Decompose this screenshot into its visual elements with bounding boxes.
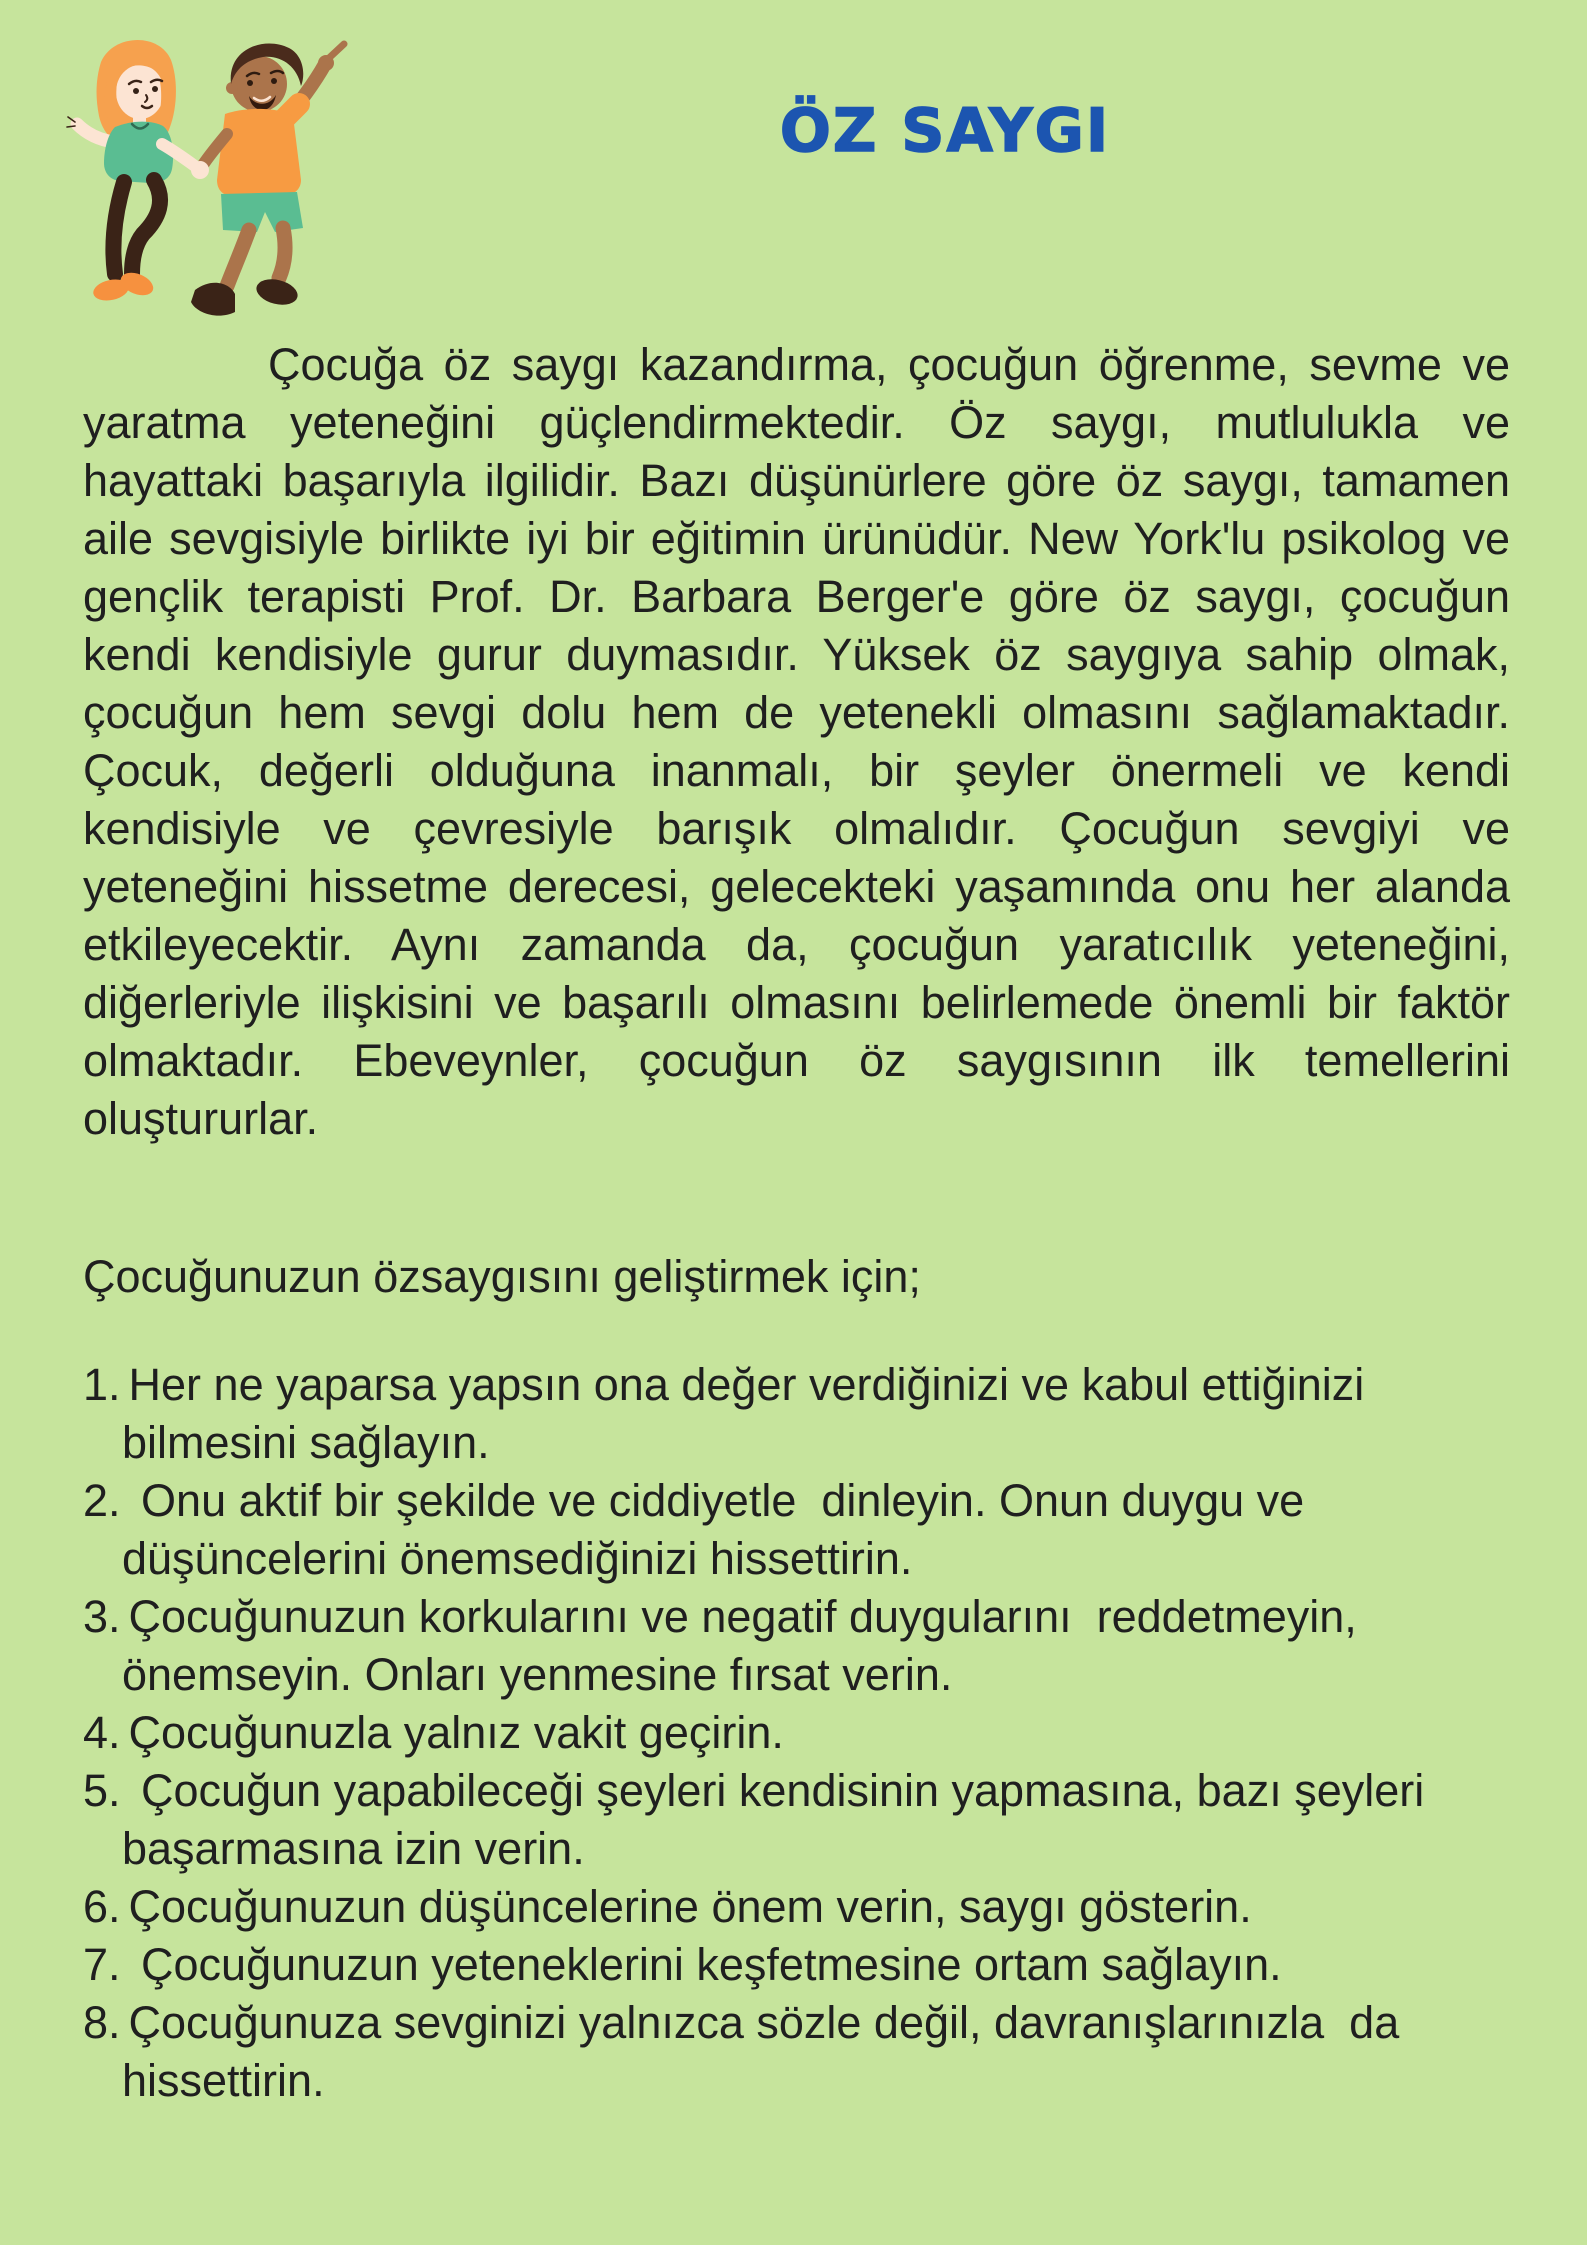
list-item-text: Çocuğunuzun korkularını ve negatif duygularını reddetmeyin, önemseyin. Onları yenmesine fırsat verin. [122,1591,1370,1700]
list-item [83,1588,1510,1704]
list-item-text: Çocuğunuza sevginizi yalnızca sözle değil, davranışlarınızla da hissettirin. [122,1997,1412,2106]
children-illustration-svg [35,22,365,332]
girl-figure [67,40,199,304]
intro-paragraph: Çocuğa öz saygı kazandırma, çocuğun öğrenme, sevme ve yaratma yeteneğini güçlendirmektedir. Öz saygı, mutlulukla ve hayattaki başarıyla ilgilidir. Bazı düşünürlere göre öz saygı, tamamen aile sevgisiyle birlikte iyi bir eğitimin ürünüdür. New York'lu psikolog ve gençlik terapisti Prof. Dr. Barbara Berger'e göre öz saygı, çocuğun kendi kendisiyle gurur duymasıdır. Yüksek öz saygıya sahip olmak, çocuğun hem sevgi dolu hem de yetenekli olmasını sağlamaktadır. Çocuk, değerli olduğuna inanmalı, bir şeyler önermeli ve kendi kendisiyle ve çevresiyle barışık olmalıdır. Çocuğun sevgiyi ve yeteneğini hissetme derecesi, gelecekteki yaşamında onu her alanda etkileyecektir. Aynı zamanda da, çocuğun yaratıcılık yeteneğini, diğerleriyle ilişkisini ve başarılı olmasını belirlemede önemli bir faktör olmaktadır. Ebeveynler, çocuğun öz saygısının ilk temellerini oluştururlar. [83,339,1510,1144]
boy-figure [191,44,344,316]
list-item [83,1762,1510,1878]
list-item-number: 6. [83,1881,121,1932]
list-item-text: Çocuğun yapabileceği şeyleri kendisinin yapmasına, bazı şeyleri başarmasına izin verin. [122,1765,1437,1874]
list-item [83,1878,1510,1936]
list-item [83,1704,1510,1762]
document-content [0,336,1587,2110]
list-intro-line: Çocuğunuzun özsaygısını geliştirmek için; [83,1251,921,1302]
list-item-number: 8. [83,1997,121,2048]
list-item-number: 3. [83,1591,121,1642]
list-item-number: 5. [83,1765,121,1816]
list-item-number: 4. [83,1707,121,1758]
list-item-text: Çocuğunuzun yeteneklerini keşfetmesine ortam sağlayın. [128,1939,1282,1990]
list-item [83,1994,1510,2110]
tips-list [83,1356,1510,2110]
list-item-text: Çocuğunuzun düşüncelerine önem verin, saygı gösterin. [128,1881,1252,1932]
page-title: ÖZ SAYGI [779,96,1111,166]
list-item [83,1472,1510,1588]
list-item-number: 2. [83,1475,121,1526]
list-item-number: 7. [83,1939,121,1990]
list-item [83,1936,1510,1994]
list-item-text: Çocuğunuzla yalnız vakit geçirin. [128,1707,784,1758]
children-illustration [35,22,365,332]
list-item [83,1356,1510,1472]
list-item-text: Onu aktif bir şekilde ve ciddiyetle dinleyin. Onun duygu ve düşüncelerini önemsediğinizi hissettirin. [122,1475,1317,1584]
list-item-text: Her ne yaparsa yapsın ona değer verdiğinizi ve kabul ettiğinizi bilmesini sağlayın. [122,1359,1377,1468]
list-item-number: 1. [83,1359,121,1410]
